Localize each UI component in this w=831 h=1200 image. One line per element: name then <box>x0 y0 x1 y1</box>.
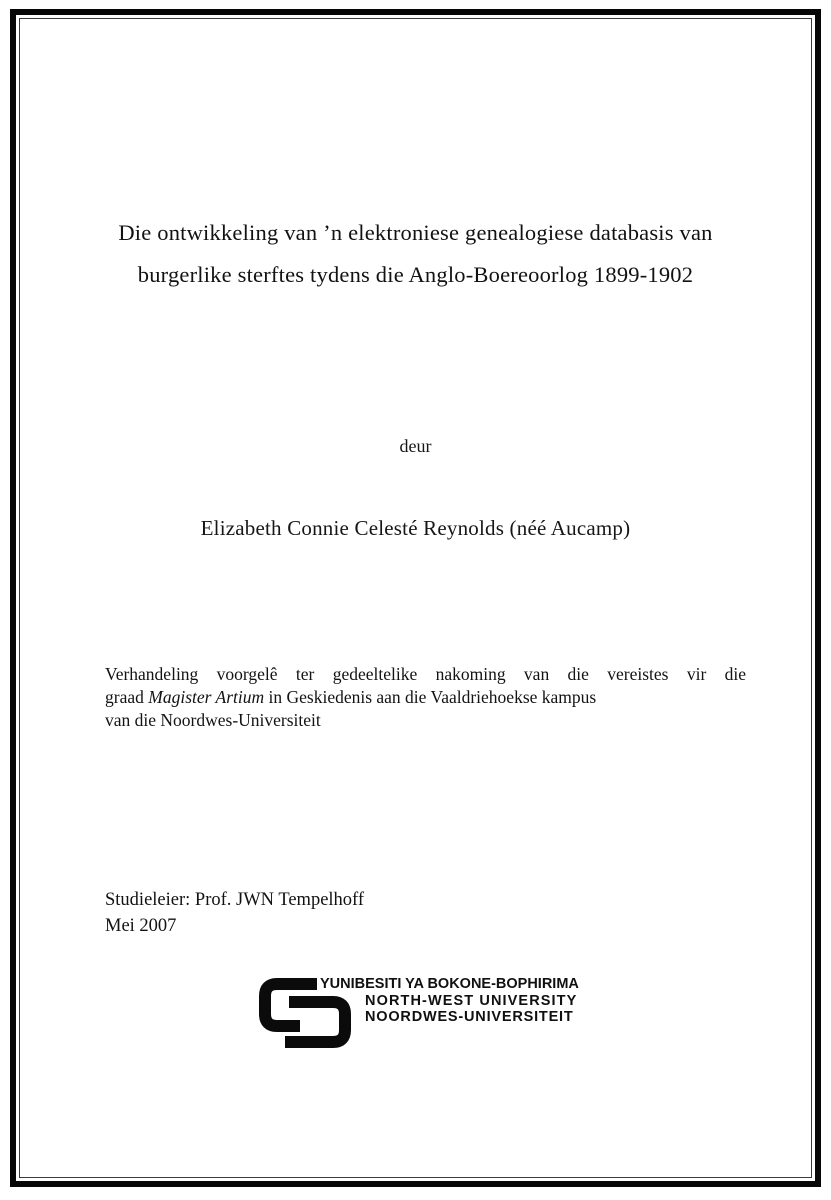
supervisor-line: Studieleier: Prof. JWN Tempelhoff <box>105 890 365 910</box>
byline-deur: deur <box>399 436 432 456</box>
thesis-title-line2: burgerlike sterftes tydens die Anglo-Boereoorlog 1899-1902 <box>137 262 694 287</box>
statement-line2-prefix: graad <box>105 687 149 707</box>
degree-name-italic: Magister Artium <box>148 687 265 707</box>
submission-statement-line2 <box>105 686 746 709</box>
author-name: Elizabeth Connie Celesté Reynolds (néé Aucamp) <box>200 516 631 540</box>
statement-line2-suffix: in Geskiedenis aan die Vaaldriehoekse kampus <box>264 687 597 707</box>
thesis-title-line1: Die ontwikkeling van ’n elektroniese genealogiese databasis van <box>118 220 713 245</box>
university-name-afrikaans: NOORDWES-UNIVERSITEIT <box>365 1009 574 1025</box>
submission-statement-line3: van die Noordwes-Universiteit <box>105 710 321 730</box>
date-line: Mei 2007 <box>105 915 177 936</box>
thesis-title <box>0 212 831 296</box>
university-name-setswana: YUNIBESITI YA BOKONE-BOPHIRIMA <box>320 976 579 992</box>
university-wordmark <box>320 976 579 1026</box>
submission-statement-line1: Verhandeling voorgelê ter gedeeltelike nakoming van die vereistes vir die <box>105 664 746 684</box>
supervisor-and-date <box>105 888 364 939</box>
university-name-english: NORTH-WEST UNIVERSITY <box>365 992 578 1009</box>
submission-statement <box>105 663 746 732</box>
university-logo <box>257 974 587 1054</box>
